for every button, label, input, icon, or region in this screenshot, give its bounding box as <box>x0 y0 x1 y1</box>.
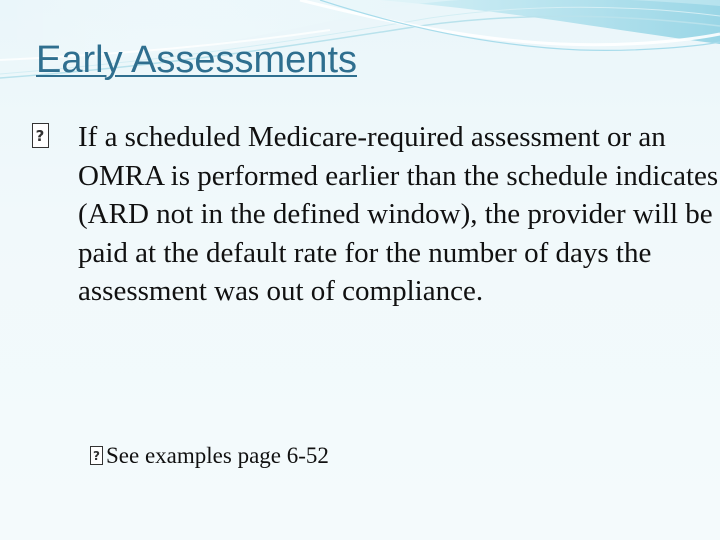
bullet-item-main <box>30 118 720 311</box>
bullet-item-sub <box>90 441 650 471</box>
bullet-text: If a scheduled Medicare-required assessment or an OMRA is performed earlier than the schedule indicates (ARD not in the defined window), the provider will be paid at the default rate for the number of days the assessment was out of compliance. <box>78 121 719 307</box>
replacement-char-icon <box>30 119 50 145</box>
replacement-char-icon <box>90 443 104 463</box>
bullet-text: See examples page 6-52 <box>106 443 329 468</box>
slide-title: Early Assessments <box>36 39 357 81</box>
